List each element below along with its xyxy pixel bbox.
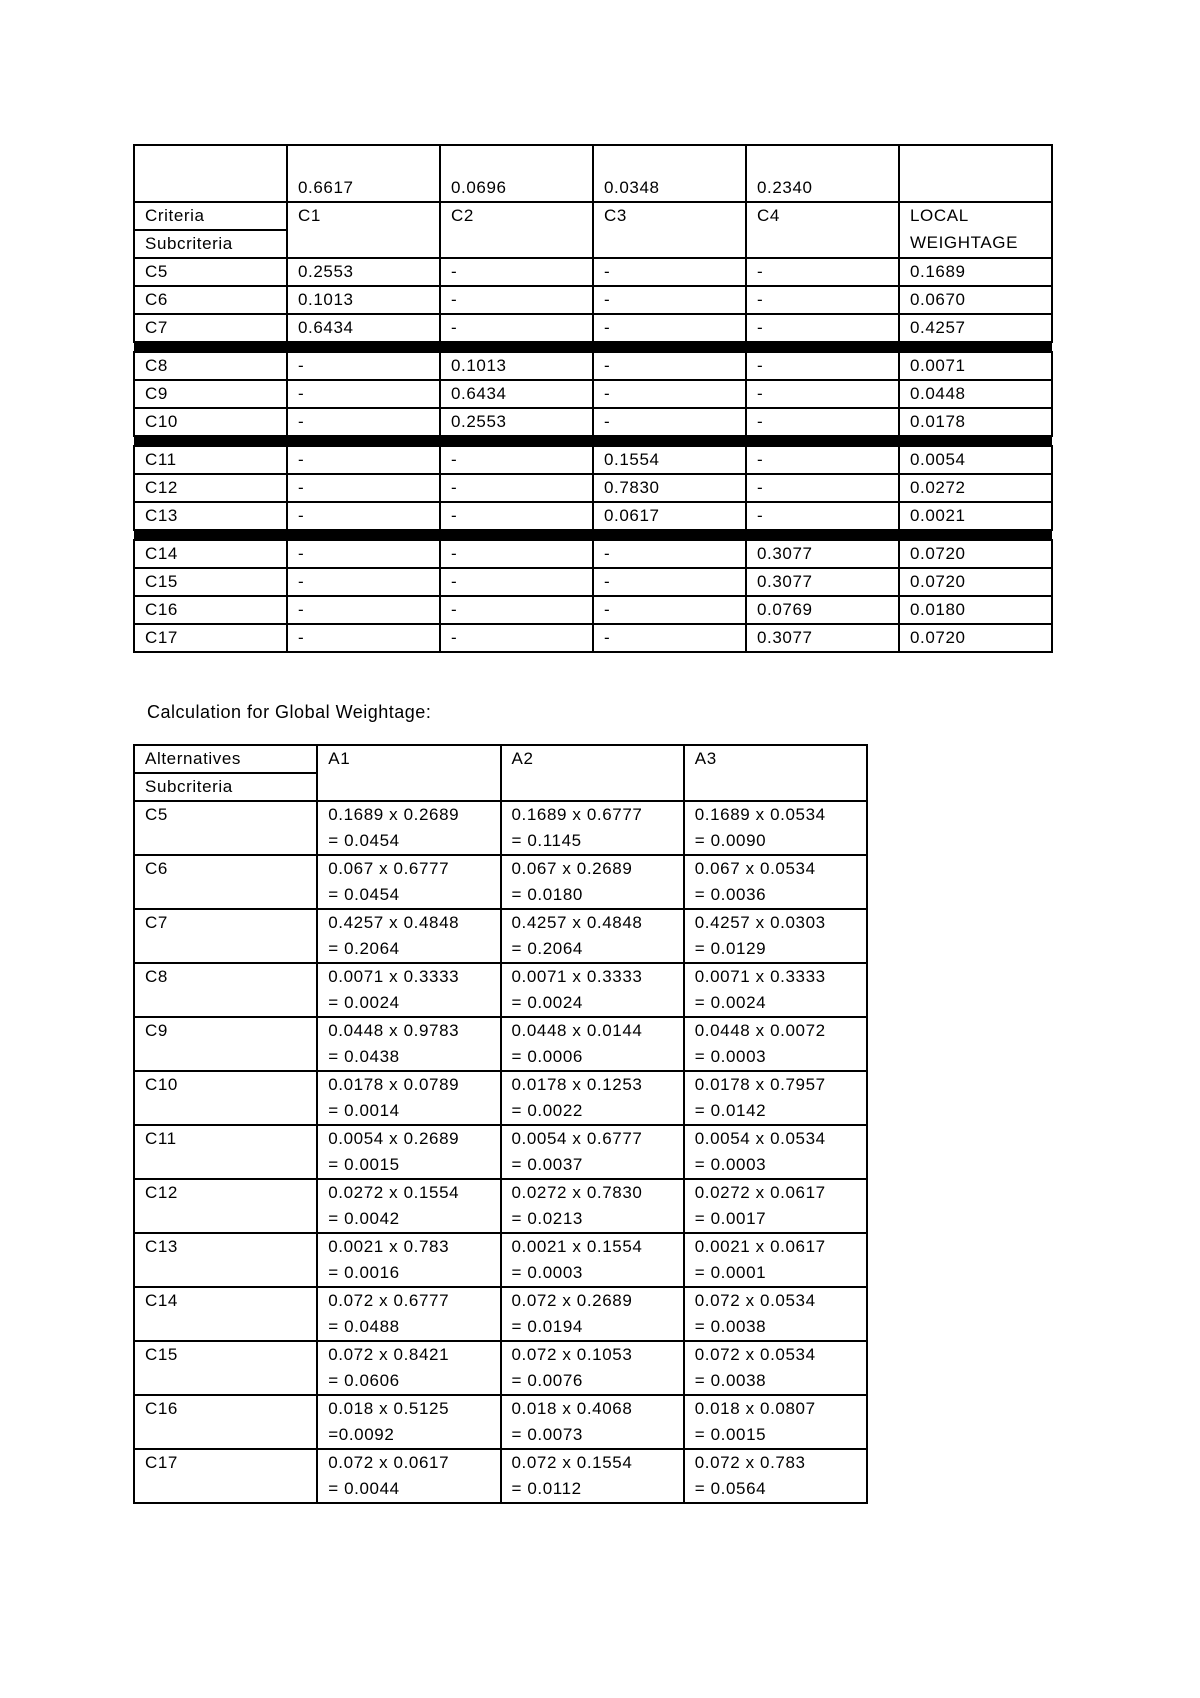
calculation-row xyxy=(134,963,867,1017)
subcriteria-name: C11 xyxy=(134,1125,317,1179)
calculation-result: = 0.0454 xyxy=(328,885,400,904)
calculation-expression: 0.0054 x 0.6777 xyxy=(511,1129,643,1148)
subcriteria-value: - xyxy=(746,474,899,502)
calculation-expression: 0.0178 x 0.0789 xyxy=(328,1075,460,1094)
subcriteria-value: - xyxy=(593,286,746,314)
calculation-cell xyxy=(501,909,684,963)
calculation-cell xyxy=(501,1233,684,1287)
calculation-cell xyxy=(684,1287,867,1341)
local-weightage-value: 0.0272 xyxy=(899,474,1052,502)
calculation-row xyxy=(134,1449,867,1503)
subcriteria-value: - xyxy=(440,502,593,530)
calculation-expression: 0.067 x 0.2689 xyxy=(511,859,633,878)
calculation-cell xyxy=(684,1341,867,1395)
subcriteria-value: - xyxy=(746,408,899,436)
calculation-expression: 0.0448 x 0.0072 xyxy=(694,1021,826,1040)
calculation-result: = 0.0006 xyxy=(511,1047,583,1066)
subcriteria-name: C15 xyxy=(134,568,287,596)
subcriteria-value: - xyxy=(440,540,593,568)
calculation-cell xyxy=(684,1125,867,1179)
subcriteria-row xyxy=(134,408,1052,436)
local-weightage-value: 0.0448 xyxy=(899,380,1052,408)
calculation-cell xyxy=(684,1179,867,1233)
local-weightage-value: 0.0071 xyxy=(899,352,1052,380)
calculation-row xyxy=(134,1017,867,1071)
calculation-result: = 0.0024 xyxy=(328,993,400,1012)
subcriteria-value: - xyxy=(287,408,440,436)
calculation-result: = 0.0016 xyxy=(328,1263,400,1282)
calculation-expression: 0.0071 x 0.3333 xyxy=(328,967,460,986)
subcriteria-value: - xyxy=(287,474,440,502)
calculation-result: = 0.1145 xyxy=(511,831,582,850)
subcriteria-name: C9 xyxy=(134,380,287,408)
subcriteria-value: 0.3077 xyxy=(746,568,899,596)
calculation-row xyxy=(134,1125,867,1179)
calculation-expression: 0.072 x 0.1554 xyxy=(511,1453,633,1472)
subcriteria-name: C8 xyxy=(134,963,317,1017)
calculation-result: = 0.0180 xyxy=(511,885,583,904)
subcriteria-value: 0.2553 xyxy=(440,408,593,436)
subcriteria-name: C10 xyxy=(134,408,287,436)
calculation-result: = 0.2064 xyxy=(511,939,583,958)
local-weightage-value: 0.0720 xyxy=(899,568,1052,596)
calculation-expression: 0.0071 x 0.3333 xyxy=(511,967,643,986)
calculation-cell xyxy=(684,801,867,855)
criteria-header: C4 xyxy=(746,202,899,230)
calculation-expression: 0.4257 x 0.0303 xyxy=(694,913,826,932)
calculation-result: = 0.0017 xyxy=(694,1209,767,1228)
calculation-expression: 0.0021 x 0.1554 xyxy=(511,1237,643,1256)
subcriteria-name: C10 xyxy=(134,1071,317,1125)
subcriteria-value: - xyxy=(440,568,593,596)
calculation-cell xyxy=(317,1017,500,1071)
calculation-expression: 0.0071 x 0.3333 xyxy=(694,967,826,986)
calculation-expression: 0.067 x 0.0534 xyxy=(694,859,816,878)
calculation-result: = 0.0073 xyxy=(511,1425,583,1444)
calculation-result: = 0.0038 xyxy=(694,1317,767,1336)
calculation-result: = 0.0022 xyxy=(511,1101,583,1120)
subcriteria-value: - xyxy=(593,540,746,568)
calculation-result: = 0.0606 xyxy=(328,1371,400,1390)
criteria-weight-cell: 0.0696 xyxy=(440,145,593,202)
calculation-row xyxy=(134,909,867,963)
subcriteria-value: - xyxy=(593,258,746,286)
criteria-header: C1 xyxy=(287,202,440,230)
group-divider-bar xyxy=(134,342,1052,352)
calculation-expression: 0.0272 x 0.1554 xyxy=(328,1183,460,1202)
local-weightage-value: 0.0720 xyxy=(899,540,1052,568)
calculation-expression: 0.0054 x 0.0534 xyxy=(694,1129,826,1148)
calculation-result: = 0.0213 xyxy=(511,1209,583,1228)
calculation-expression: 0.0272 x 0.7830 xyxy=(511,1183,643,1202)
subcriteria-name: C13 xyxy=(134,1233,317,1287)
subcriteria-value: - xyxy=(440,446,593,474)
calculation-cell xyxy=(501,855,684,909)
subcriteria-name: C12 xyxy=(134,474,287,502)
alternative-header: A1 xyxy=(317,745,500,801)
group-divider xyxy=(134,342,1052,352)
calculation-cell xyxy=(501,801,684,855)
calculation-expression: 0.067 x 0.6777 xyxy=(328,859,450,878)
empty-cell xyxy=(287,230,440,258)
calculation-cell xyxy=(684,1071,867,1125)
calculation-cell xyxy=(317,1125,500,1179)
calculation-result: = 0.0003 xyxy=(511,1263,583,1282)
calculation-row xyxy=(134,801,867,855)
calculation-row xyxy=(134,1395,867,1449)
local-weightage-value: 0.0720 xyxy=(899,624,1052,652)
calculation-result: = 0.0014 xyxy=(328,1101,400,1120)
subcriteria-name: C17 xyxy=(134,1449,317,1503)
calculation-expression: 0.018 x 0.0807 xyxy=(694,1399,816,1418)
subcriteria-name: C12 xyxy=(134,1179,317,1233)
subcriteria-header-row xyxy=(134,230,1052,258)
calculation-expression: 0.018 x 0.5125 xyxy=(328,1399,450,1418)
subcriteria-row xyxy=(134,568,1052,596)
subcriteria-value: - xyxy=(746,314,899,342)
subcriteria-name: C7 xyxy=(134,909,317,963)
calculation-cell xyxy=(501,1071,684,1125)
calculation-expression: 0.1689 x 0.6777 xyxy=(511,805,643,824)
subcriteria-name: C9 xyxy=(134,1017,317,1071)
subcriteria-name: C8 xyxy=(134,352,287,380)
calculation-expression: 0.1689 x 0.0534 xyxy=(694,805,826,824)
subcriteria-value: 0.1013 xyxy=(440,352,593,380)
subcriteria-value: - xyxy=(287,596,440,624)
calculation-cell xyxy=(684,1233,867,1287)
calculation-expression: 0.072 x 0.2689 xyxy=(511,1291,633,1310)
calculation-cell xyxy=(317,1287,500,1341)
criteria-header-row xyxy=(134,202,1052,230)
calculation-expression: 0.4257 x 0.4848 xyxy=(511,913,643,932)
calculation-result: = 0.0024 xyxy=(511,993,583,1012)
subcriteria-value: - xyxy=(593,408,746,436)
calculation-row xyxy=(134,1341,867,1395)
local-weightage-value: 0.0178 xyxy=(899,408,1052,436)
calculation-expression: 0.072 x 0.8421 xyxy=(328,1345,450,1364)
calculation-cell xyxy=(501,1395,684,1449)
subcriteria-value: - xyxy=(287,540,440,568)
subcriteria-name: C14 xyxy=(134,1287,317,1341)
calculation-row xyxy=(134,1287,867,1341)
subcriteria-value: 0.6434 xyxy=(287,314,440,342)
calculation-result: = 0.0037 xyxy=(511,1155,583,1174)
subcriteria-value: - xyxy=(593,314,746,342)
calculation-expression: 0.1689 x 0.2689 xyxy=(328,805,460,824)
calculation-expression: 0.0021 x 0.783 xyxy=(328,1237,450,1256)
calculation-expression: 0.072 x 0.0534 xyxy=(694,1345,816,1364)
subcriteria-name: C5 xyxy=(134,801,317,855)
empty-cell xyxy=(746,230,899,258)
calculation-cell xyxy=(501,1179,684,1233)
calculation-expression: 0.0448 x 0.9783 xyxy=(328,1021,460,1040)
subcriteria-name: C17 xyxy=(134,624,287,652)
calculation-result: =0.0092 xyxy=(328,1425,395,1444)
calculation-expression: 0.4257 x 0.4848 xyxy=(328,913,460,932)
subcriteria-value: 0.3077 xyxy=(746,540,899,568)
local-weightage-value: 0.0054 xyxy=(899,446,1052,474)
calculation-result: = 0.0454 xyxy=(328,831,400,850)
calculation-cell xyxy=(501,1125,684,1179)
calculation-cell xyxy=(317,1341,500,1395)
subcriteria-row xyxy=(134,596,1052,624)
subcriteria-value: - xyxy=(440,596,593,624)
calculation-cell xyxy=(684,909,867,963)
calculation-expression: 0.018 x 0.4068 xyxy=(511,1399,633,1418)
calculation-expression: 0.072 x 0.783 xyxy=(694,1453,806,1472)
calculation-result: = 0.0024 xyxy=(694,993,767,1012)
subcriteria-name: C15 xyxy=(134,1341,317,1395)
calculation-expression: 0.072 x 0.0617 xyxy=(328,1453,450,1472)
subcriteria-value: - xyxy=(287,380,440,408)
subcriteria-value: - xyxy=(593,624,746,652)
calculation-row xyxy=(134,1233,867,1287)
group-divider-bar xyxy=(134,436,1052,446)
calculation-result: = 0.0042 xyxy=(328,1209,400,1228)
calculation-result: = 0.0015 xyxy=(694,1425,767,1444)
calculation-expression: 0.0448 x 0.0144 xyxy=(511,1021,643,1040)
subcriteria-name: C14 xyxy=(134,540,287,568)
subcriteria-value: - xyxy=(593,380,746,408)
subcriteria-value: - xyxy=(287,446,440,474)
calculation-cell xyxy=(684,1017,867,1071)
subcriteria-name: C6 xyxy=(134,286,287,314)
local-weightage-table xyxy=(133,144,1053,653)
calculation-result: = 0.0003 xyxy=(694,1047,767,1066)
calculation-result: = 0.0015 xyxy=(328,1155,400,1174)
subcriteria-row xyxy=(134,474,1052,502)
subcriteria-value: - xyxy=(593,568,746,596)
empty-cell xyxy=(899,145,1052,202)
local-weightage-value: 0.0670 xyxy=(899,286,1052,314)
subcriteria-value: 0.1554 xyxy=(593,446,746,474)
calculation-cell xyxy=(317,1449,500,1503)
local-weightage-value: 0.1689 xyxy=(899,258,1052,286)
calculation-cell xyxy=(317,1233,500,1287)
calculation-result: = 0.0044 xyxy=(328,1479,400,1498)
empty-cell xyxy=(440,230,593,258)
global-weightage-caption: Calculation for Global Weightage: xyxy=(147,702,432,722)
calculation-row xyxy=(134,855,867,909)
subcriteria-row xyxy=(134,624,1052,652)
calculation-cell xyxy=(317,963,500,1017)
subcriteria-label: Subcriteria xyxy=(134,773,317,801)
criteria-header: C2 xyxy=(440,202,593,230)
calculation-cell xyxy=(684,1395,867,1449)
subcriteria-value: 0.0617 xyxy=(593,502,746,530)
criteria-weight-cell: 0.2340 xyxy=(746,145,899,202)
calculation-cell xyxy=(501,1341,684,1395)
criteria-header: C3 xyxy=(593,202,746,230)
calculation-cell xyxy=(317,855,500,909)
subcriteria-value: - xyxy=(287,624,440,652)
calculation-cell xyxy=(317,801,500,855)
calculation-expression: 0.072 x 0.0534 xyxy=(694,1291,816,1310)
subcriteria-value: 0.0769 xyxy=(746,596,899,624)
subcriteria-value: - xyxy=(746,446,899,474)
subcriteria-value: - xyxy=(440,314,593,342)
calculation-result: = 0.0194 xyxy=(511,1317,583,1336)
subcriteria-value: - xyxy=(746,352,899,380)
subcriteria-row xyxy=(134,380,1052,408)
subcriteria-row xyxy=(134,540,1052,568)
calculation-expression: 0.0178 x 0.1253 xyxy=(511,1075,643,1094)
subcriteria-value: - xyxy=(440,474,593,502)
criteria-label: Criteria xyxy=(134,202,287,230)
subcriteria-value: - xyxy=(593,352,746,380)
calculation-result: = 0.0129 xyxy=(694,939,767,958)
calculation-cell xyxy=(317,1179,500,1233)
empty-cell xyxy=(134,145,287,202)
subcriteria-value: - xyxy=(440,286,593,314)
calculation-result: = 0.0001 xyxy=(694,1263,767,1282)
subcriteria-name: C6 xyxy=(134,855,317,909)
calculation-expression: 0.072 x 0.1053 xyxy=(511,1345,633,1364)
subcriteria-value: 0.6434 xyxy=(440,380,593,408)
subcriteria-value: - xyxy=(287,502,440,530)
alternative-header: A3 xyxy=(684,745,867,801)
subcriteria-row xyxy=(134,502,1052,530)
calculation-cell xyxy=(684,1449,867,1503)
calculation-expression: 0.0021 x 0.0617 xyxy=(694,1237,826,1256)
local-weightage-value: 0.0021 xyxy=(899,502,1052,530)
alternatives-label: Alternatives xyxy=(134,745,317,773)
subcriteria-value: - xyxy=(746,286,899,314)
subcriteria-name: C7 xyxy=(134,314,287,342)
calculation-cell xyxy=(317,1395,500,1449)
group-divider xyxy=(134,436,1052,446)
group-divider-bar xyxy=(134,530,1052,540)
subcriteria-name: C5 xyxy=(134,258,287,286)
criteria-weight-cell: 0.0348 xyxy=(593,145,746,202)
subcriteria-name: C16 xyxy=(134,1395,317,1449)
subcriteria-value: - xyxy=(440,624,593,652)
local-weightage-header-line2: WEIGHTAGE xyxy=(899,230,1052,258)
calculation-row xyxy=(134,1071,867,1125)
subcriteria-value: - xyxy=(746,258,899,286)
subcriteria-row xyxy=(134,258,1052,286)
calculation-cell xyxy=(501,1287,684,1341)
subcriteria-value: - xyxy=(746,502,899,530)
subcriteria-value: 0.1013 xyxy=(287,286,440,314)
calculation-result: = 0.0142 xyxy=(694,1101,767,1120)
local-weightage-value: 0.0180 xyxy=(899,596,1052,624)
calculation-cell xyxy=(501,1449,684,1503)
criteria-weight-cell: 0.6617 xyxy=(287,145,440,202)
subcriteria-name: C13 xyxy=(134,502,287,530)
subcriteria-value: - xyxy=(287,352,440,380)
calculation-row xyxy=(134,1179,867,1233)
calculation-expression: 0.0272 x 0.0617 xyxy=(694,1183,826,1202)
subcriteria-row xyxy=(134,446,1052,474)
calculation-expression: 0.0178 x 0.7957 xyxy=(694,1075,826,1094)
subcriteria-name: C16 xyxy=(134,596,287,624)
alternative-header: A2 xyxy=(501,745,684,801)
calculation-result: = 0.0112 xyxy=(511,1479,582,1498)
subcriteria-value: - xyxy=(593,596,746,624)
subcriteria-value: - xyxy=(287,568,440,596)
calculation-expression: 0.072 x 0.6777 xyxy=(328,1291,450,1310)
subcriteria-label: Subcriteria xyxy=(134,230,287,258)
calculation-result: = 0.0438 xyxy=(328,1047,400,1066)
calculation-cell xyxy=(684,963,867,1017)
calculation-cell xyxy=(317,909,500,963)
subcriteria-row xyxy=(134,314,1052,342)
subcriteria-value: - xyxy=(440,258,593,286)
subcriteria-value: 0.3077 xyxy=(746,624,899,652)
calculation-cell xyxy=(501,963,684,1017)
criteria-weight-row xyxy=(134,145,1052,202)
subcriteria-row xyxy=(134,286,1052,314)
subcriteria-name: C11 xyxy=(134,446,287,474)
calculation-cell xyxy=(501,1017,684,1071)
calculation-result: = 0.0488 xyxy=(328,1317,400,1336)
local-weightage-value: 0.4257 xyxy=(899,314,1052,342)
calculation-cell xyxy=(317,1071,500,1125)
calculation-result: = 0.2064 xyxy=(328,939,400,958)
calculation-result: = 0.0003 xyxy=(694,1155,767,1174)
subcriteria-row xyxy=(134,352,1052,380)
alternatives-header-row xyxy=(134,745,867,773)
subcriteria-value: - xyxy=(746,380,899,408)
calculation-result: = 0.0076 xyxy=(511,1371,583,1390)
calculation-result: = 0.0090 xyxy=(694,831,767,850)
calculation-expression: 0.0054 x 0.2689 xyxy=(328,1129,460,1148)
local-weightage-header-line1: LOCAL xyxy=(899,202,1052,230)
calculation-result: = 0.0564 xyxy=(694,1479,767,1498)
subcriteria-value: 0.2553 xyxy=(287,258,440,286)
empty-cell xyxy=(593,230,746,258)
calculation-result: = 0.0038 xyxy=(694,1371,767,1390)
global-weightage-table xyxy=(133,744,868,1504)
calculation-result: = 0.0036 xyxy=(694,885,767,904)
subcriteria-value: 0.7830 xyxy=(593,474,746,502)
group-divider xyxy=(134,530,1052,540)
calculation-cell xyxy=(684,855,867,909)
